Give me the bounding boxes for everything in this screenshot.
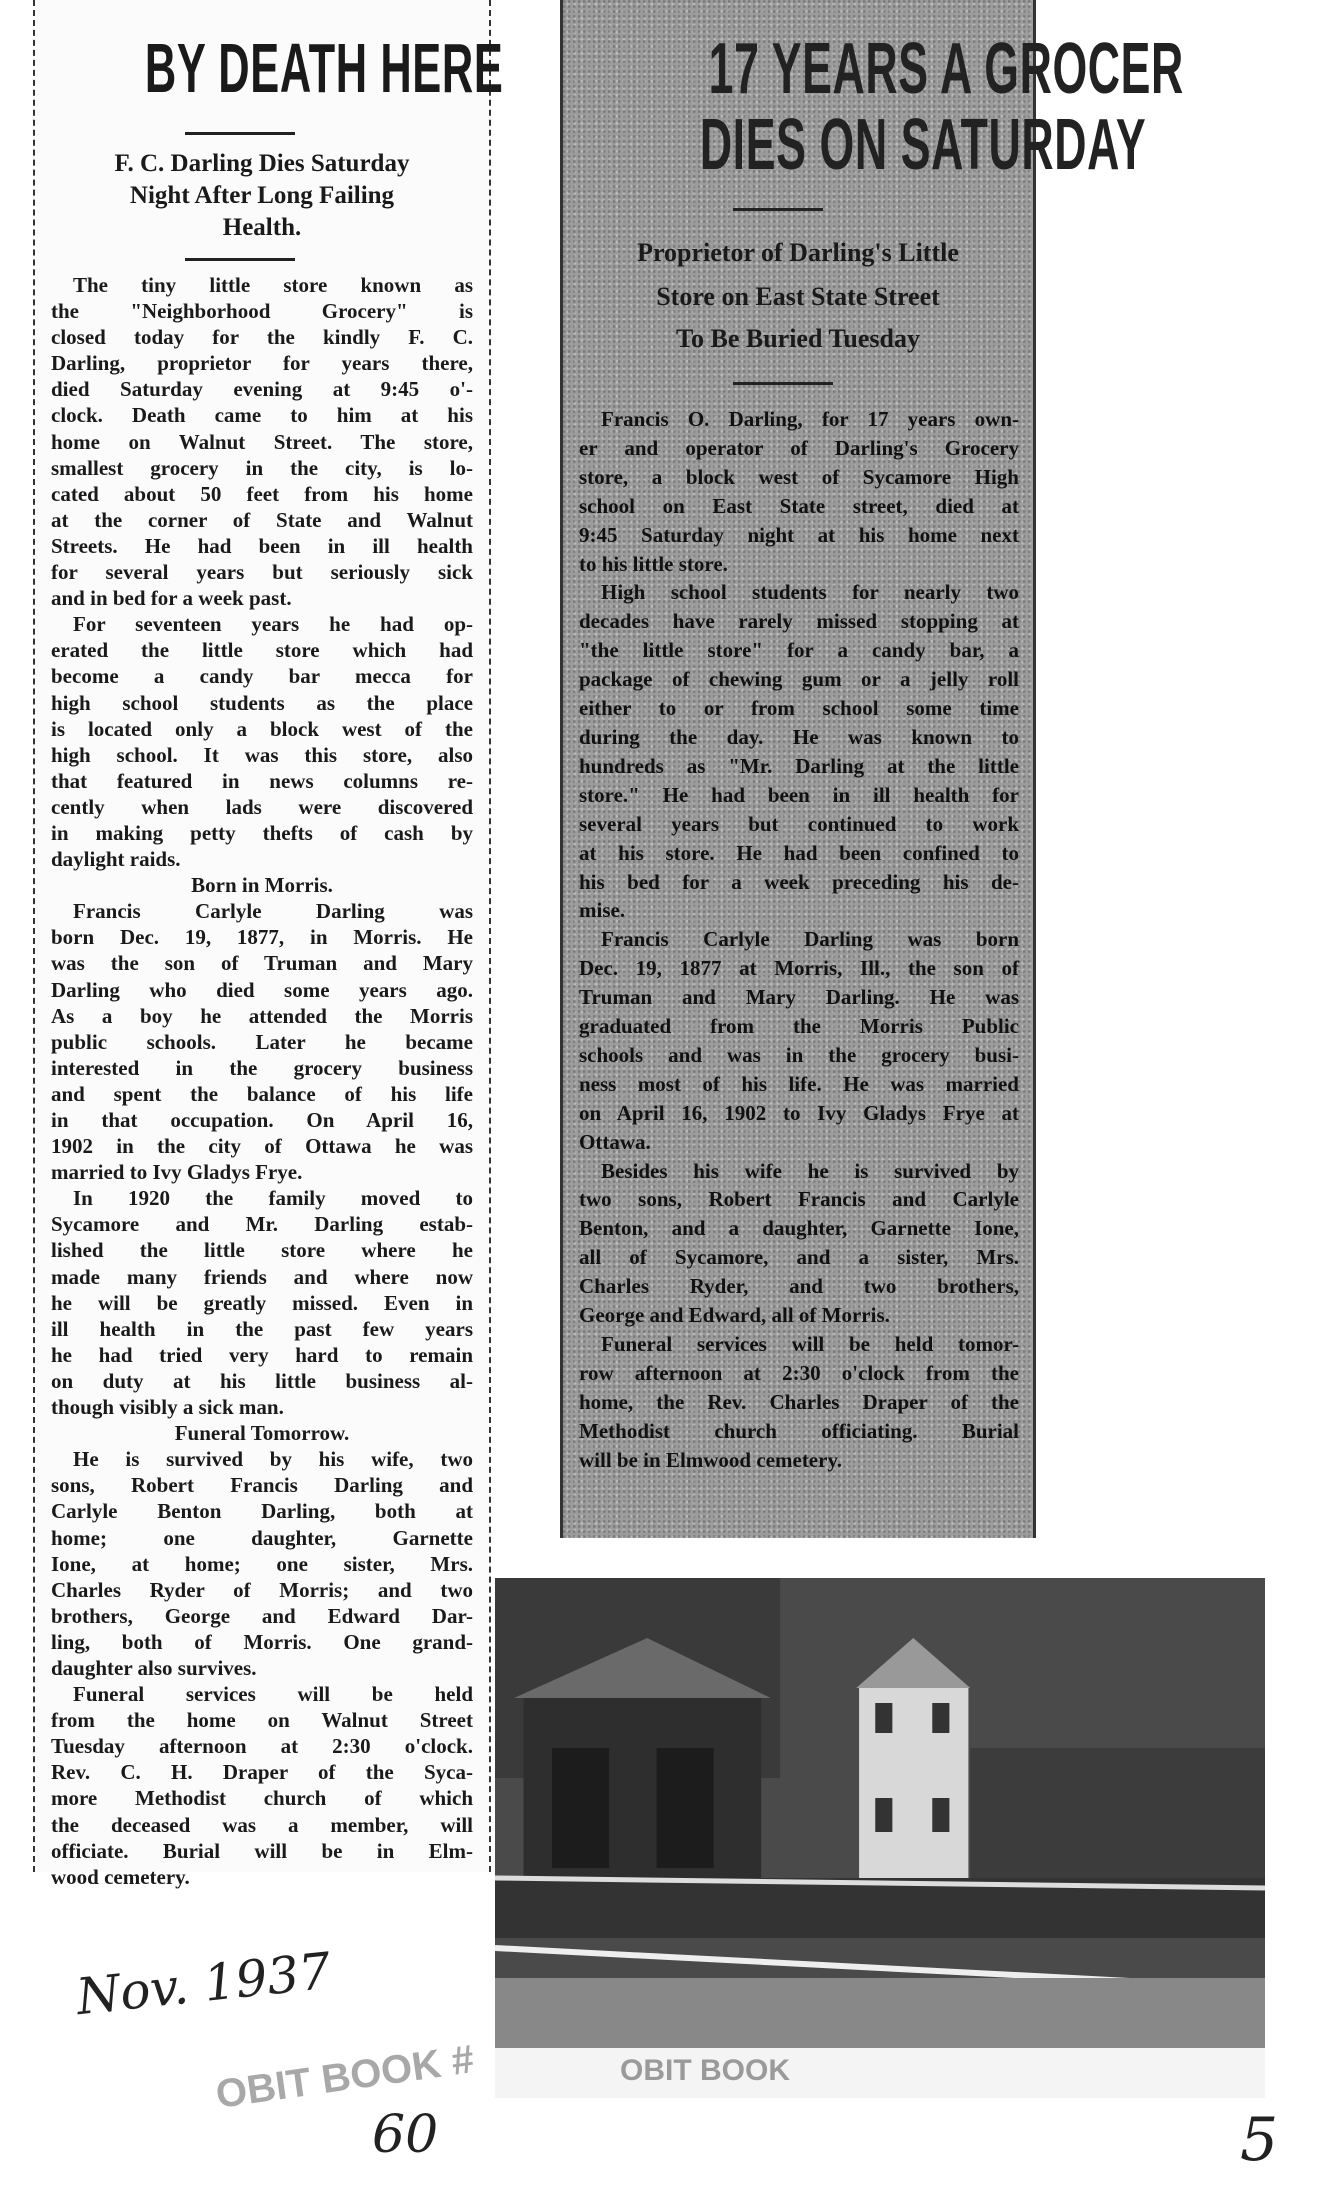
text-line: officiate. Burial will be in Elm- xyxy=(51,1838,473,1863)
text-line: all of Sycamore, and a sister, Mrs. xyxy=(579,1245,1019,1270)
text-line: package of chewing gum or a jelly roll xyxy=(579,667,1019,692)
text-line: to his little store. xyxy=(579,551,728,576)
text-line: Darling, proprietor for years there, xyxy=(51,351,473,376)
text-line: Funeral services will be held xyxy=(73,1682,473,1707)
text-line: In 1920 the family moved to xyxy=(73,1186,473,1211)
text-line: Ione, at home; one sister, Mrs. xyxy=(51,1551,473,1576)
text-line: Funeral services will be held tomor- xyxy=(601,1332,1019,1356)
divider xyxy=(185,132,295,135)
text-line: er and operator of Darling's Grocery xyxy=(579,435,1019,460)
faint-obit-book-stamp: OBIT BOOK xyxy=(620,2054,790,2087)
right-headline-2 xyxy=(563,104,1147,186)
text-line: mise. xyxy=(579,898,626,923)
divider xyxy=(733,382,833,385)
text-line: the deceased was a member, will xyxy=(51,1812,473,1837)
text-line: He is survived by his wife, two xyxy=(73,1447,473,1472)
text-line: lished the little store where he xyxy=(51,1238,473,1263)
text-line: Dec. 19, 1877 at Morris, Ill., the son of xyxy=(579,956,1019,981)
right-headline-text-1: 17 YEARS A GROCER xyxy=(708,29,1184,109)
divider xyxy=(733,208,823,211)
house-and-store-image xyxy=(495,1578,1265,2098)
text-line: clock. Death came to him at his xyxy=(51,403,473,428)
text-line: George and Edward, all of Morris. xyxy=(579,1303,890,1328)
text-line: Charles Ryder of Morris; and two xyxy=(51,1577,473,1602)
text-line: and in bed for a week past. xyxy=(51,586,292,611)
text-line: Ottawa. xyxy=(579,1129,651,1154)
text-line: sons, Robert Francis Darling and xyxy=(51,1473,473,1498)
text-line: Benton, and a daughter, Garnette Ione, xyxy=(579,1216,1019,1241)
left-subhead-3: Health. xyxy=(222,214,302,241)
right-headline-text-2: DIES ON SATURDAY xyxy=(699,105,1147,185)
right-obituary-clipping xyxy=(560,0,1184,1538)
left-subhead-2: Night After Long Failing xyxy=(129,182,395,209)
right-subhead-1: Proprietor of Darling's Little xyxy=(637,238,959,267)
handwritten-date: Nov. 1937 xyxy=(73,1941,334,2027)
text-line: that featured in news columns re- xyxy=(51,768,473,793)
text-line: he will be greatly missed. Even in xyxy=(51,1290,473,1315)
text-line: Tuesday afternoon at 2:30 o'clock. xyxy=(51,1734,473,1759)
text-line: will be in Elmwood cemetery. xyxy=(579,1447,843,1472)
text-line: graduated from the Morris Public xyxy=(579,1014,1019,1039)
text-line: Charles Ryder, and two brothers, xyxy=(579,1274,1019,1299)
text-line: erated the little store which had xyxy=(51,638,473,663)
text-line: 9:45 Saturday night at his home next xyxy=(579,522,1019,547)
text-line: wood cemetery. xyxy=(51,1864,190,1889)
text-line: Francis Carlyle Darling was born xyxy=(601,927,1019,952)
left-obituary-clipping xyxy=(33,0,504,1889)
text-line: As a boy he attended the Morris xyxy=(51,1003,473,1028)
text-line: his bed for a week preceding his de- xyxy=(579,869,1019,894)
text-line: is located only a block west of the xyxy=(51,716,473,741)
text-line: two sons, Robert Francis and Carlyle xyxy=(579,1187,1019,1212)
handwritten-book-number: 60 xyxy=(372,2105,439,2165)
text-line: for several years but seriously sick xyxy=(51,560,473,585)
text-line: ling, both of Morris. One grand- xyxy=(51,1629,473,1654)
text-line: daughter also survives. xyxy=(51,1655,257,1680)
text-line: Francis Carlyle Darling was xyxy=(73,899,473,924)
text-line: Francis O. Darling, for 17 years own- xyxy=(601,407,1019,431)
text-line: Truman and Mary Darling. He was xyxy=(579,985,1019,1010)
left-headline xyxy=(35,28,504,108)
text-line: row afternoon at 2:30 o'clock from the xyxy=(579,1360,1019,1385)
text-line: in making petty thefts of cash by xyxy=(51,820,473,845)
text-line: high school students as the place xyxy=(51,690,473,715)
text-line: Carlyle Benton Darling, both at xyxy=(51,1499,473,1524)
left-article-body xyxy=(51,272,473,1890)
text-line: at his store. He had been confined to xyxy=(579,840,1019,865)
text-line: home, the Rev. Charles Draper of the xyxy=(579,1389,1019,1414)
text-line: The tiny little store known as xyxy=(73,273,473,297)
text-line: decades have rarely missed stopping at xyxy=(579,609,1019,634)
handwritten-page-number: 5 xyxy=(1240,2105,1279,2175)
text-line: though visibly a sick man. xyxy=(51,1395,284,1420)
text-line: from the home on Walnut Street xyxy=(51,1708,473,1733)
section-heading: Funeral Tomorrow. xyxy=(174,1421,350,1446)
left-headline-text: BY DEATH HERE xyxy=(144,29,504,107)
text-line: at the corner of State and Walnut xyxy=(51,507,473,532)
right-subhead-2: Store on East State Street xyxy=(656,282,940,311)
text-line: he had tried very hard to remain xyxy=(51,1342,473,1367)
text-line: during the day. He was known to xyxy=(579,724,1019,749)
text-line: daylight raids. xyxy=(51,847,181,872)
store-photograph xyxy=(495,1578,1265,2098)
text-line: smallest grocery in the city, is lo- xyxy=(51,455,473,480)
text-line: died Saturday evening at 9:45 o'- xyxy=(51,377,473,402)
text-line: schools and was in the grocery busi- xyxy=(579,1042,1019,1067)
text-line: Sycamore and Mr. Darling estab- xyxy=(51,1212,473,1237)
text-line: public schools. Later he became xyxy=(51,1029,473,1054)
text-line: become a candy bar mecca for xyxy=(51,664,473,689)
text-line: on duty at his little business al- xyxy=(51,1368,473,1393)
right-subhead-3: To Be Buried Tuesday xyxy=(676,324,920,353)
right-article-body xyxy=(579,405,1019,1475)
text-line: interested in the grocery business xyxy=(51,1055,473,1080)
section-heading: Born in Morris. xyxy=(191,873,333,898)
left-subhead-1: F. C. Darling Dies Saturday xyxy=(114,150,410,177)
divider xyxy=(185,258,295,261)
text-line: High school students for nearly two xyxy=(601,580,1019,605)
text-line: Streets. He had been in ill health xyxy=(51,533,473,558)
text-line: hundreds as "Mr. Darling at the little xyxy=(579,753,1019,778)
text-line: high school. It was this store, also xyxy=(51,742,473,767)
text-line: several years but continued to work xyxy=(579,811,1019,836)
text-line: ill health in the past few years xyxy=(51,1316,473,1341)
right-headline-1 xyxy=(563,28,1184,110)
text-line: "the little store" for a candy bar, a xyxy=(579,638,1019,663)
text-line: school on East State street, died at xyxy=(579,493,1019,518)
text-line: made many friends and where now xyxy=(51,1264,473,1289)
text-line: and spent the balance of his life xyxy=(51,1081,473,1106)
text-line: the "Neighborhood Grocery" is xyxy=(51,299,473,324)
text-line: in that occupation. On April 16, xyxy=(51,1108,473,1132)
text-line: was the son of Truman and Mary xyxy=(51,951,473,976)
text-line: For seventeen years he had op- xyxy=(73,612,473,637)
text-line: Besides his wife he is survived by xyxy=(601,1158,1019,1183)
text-line: brothers, George and Edward Dar- xyxy=(51,1603,473,1628)
text-line: more Methodist church of which xyxy=(51,1786,473,1811)
text-line: cently when lads were discovered xyxy=(51,794,473,819)
text-line: home on Walnut Street. The store, xyxy=(51,429,473,454)
text-line: home; one daughter, Garnette xyxy=(51,1525,473,1550)
text-line: on April 16, 1902 to Ivy Gladys Frye at xyxy=(579,1100,1019,1125)
text-line: Methodist church officiating. Burial xyxy=(579,1418,1019,1443)
text-line: store, a block west of Sycamore High xyxy=(579,464,1019,489)
text-line: 1902 in the city of Ottawa he was xyxy=(51,1134,473,1159)
text-line: closed today for the kindly F. C. xyxy=(51,325,473,350)
obit-book-stamp: OBIT BOOK # xyxy=(213,2037,477,2117)
text-line: married to Ivy Gladys Frye. xyxy=(51,1160,303,1185)
text-line: store." He had been in ill health for xyxy=(579,782,1019,807)
text-line: cated about 50 feet from his home xyxy=(51,481,473,506)
text-line: born Dec. 19, 1877, in Morris. He xyxy=(51,925,473,950)
text-line: either to or from school some time xyxy=(579,696,1019,721)
text-line: Rev. C. H. Draper of the Syca- xyxy=(51,1760,473,1785)
text-line: Darling who died some years ago. xyxy=(51,977,473,1002)
text-line: ness most of his life. He was married xyxy=(579,1071,1019,1096)
